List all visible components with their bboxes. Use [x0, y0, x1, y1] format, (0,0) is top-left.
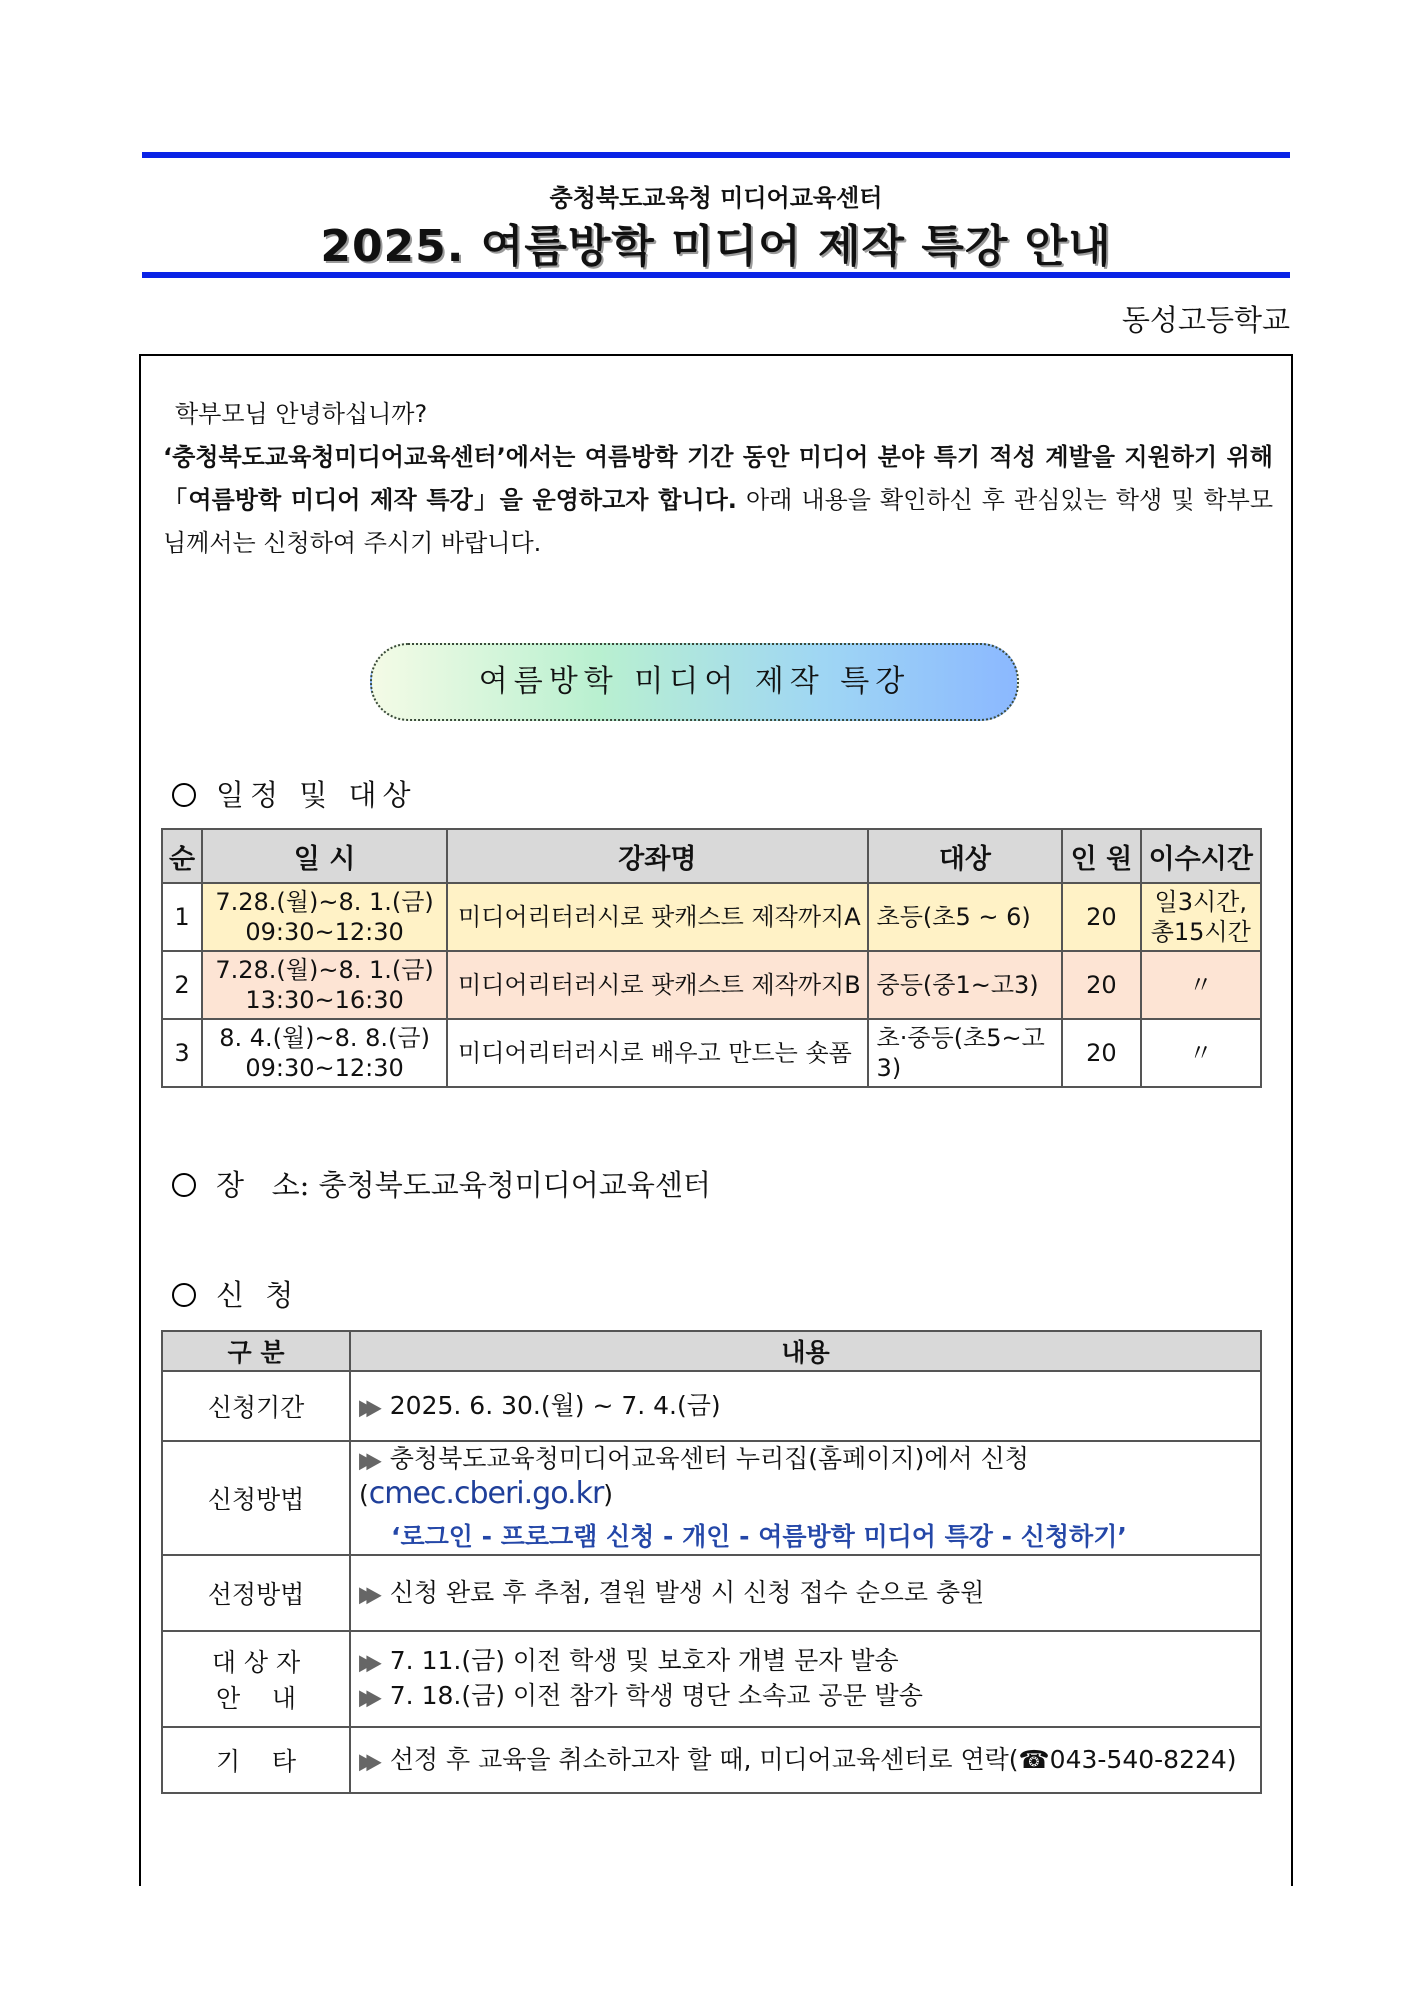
hours-line: 일3시간,	[1154, 888, 1247, 916]
header-num: 순	[162, 829, 202, 883]
header-date: 일 시	[202, 829, 447, 883]
double-arrow-icon: ▶▶	[359, 1393, 374, 1420]
cell-date	[202, 1019, 447, 1087]
date-range: 8. 4.(월)~8. 8.(금)	[219, 1024, 430, 1052]
row-label	[162, 1631, 350, 1727]
row-label: 기 타	[162, 1727, 350, 1793]
double-arrow-icon: ▶▶	[359, 1446, 374, 1474]
cell-course: 미디어리터러시로 배우고 만드는 숏폼	[447, 1019, 868, 1087]
circle-bullet-icon	[172, 1283, 196, 1307]
section-place	[172, 1163, 711, 1204]
time-range: 09:30~12:30	[245, 1054, 404, 1082]
school-name: 동성고등학교	[1121, 303, 1290, 337]
table-row	[162, 1019, 1261, 1087]
table-row	[162, 1371, 1261, 1441]
header-target: 대상	[868, 829, 1063, 883]
label-line: 안 내	[215, 1684, 297, 1713]
intro-paragraph	[163, 436, 1273, 565]
double-arrow-icon: ▶▶	[359, 1747, 374, 1774]
table-header-row	[162, 1331, 1261, 1371]
table-header-row	[162, 829, 1261, 883]
section-schedule-label: 일정 및 대상	[216, 778, 417, 812]
double-arrow-icon: ▶▶	[359, 1580, 374, 1607]
cell-hours: 〃	[1141, 1019, 1261, 1087]
cell-num: 1	[162, 883, 202, 951]
header-hours: 이수시간	[1141, 829, 1261, 883]
schedule-table	[161, 828, 1262, 1088]
header-category: 구 분	[162, 1331, 350, 1371]
value-text: 선정 후 교육을 취소하고자 할 때, 미디어교육센터로 연락(☎043-540-8224)	[389, 1744, 1237, 1774]
table-row	[162, 951, 1261, 1019]
circle-bullet-icon	[172, 1173, 196, 1197]
row-label: 신청방법	[162, 1441, 350, 1555]
cell-hours	[1141, 883, 1261, 951]
intro-text	[163, 393, 1273, 565]
circle-bullet-icon	[172, 783, 196, 807]
cell-hours: 〃	[1141, 951, 1261, 1019]
application-path: ‘로그인 - 프로그램 신청 - 개인 - 여름방학 미디어 특강 - 신청하기’	[391, 1522, 1127, 1551]
date-range: 7.28.(월)~8. 1.(금)	[215, 956, 434, 984]
header-top-rule	[142, 152, 1290, 158]
label-line: 대 상 자	[211, 1648, 301, 1677]
cell-target: 중등(중1~고3)	[868, 951, 1063, 1019]
row-value	[350, 1441, 1261, 1555]
homepage-link[interactable]: cmec.cberi.go.kr	[368, 1476, 604, 1511]
table-row	[162, 883, 1261, 951]
date-range: 7.28.(월)~8. 1.(금)	[215, 888, 434, 916]
value-text: 신청 완료 후 추첨, 결원 발생 시 신청 접수 순으로 충원	[389, 1577, 985, 1607]
cell-course: 미디어리터러시로 팟캐스트 제작까지A	[447, 883, 868, 951]
cell-count: 20	[1062, 883, 1140, 951]
document-subtitle: 충청북도교육청 미디어교육센터	[549, 184, 883, 212]
row-value	[350, 1555, 1261, 1631]
table-row	[162, 1441, 1261, 1555]
table-row	[162, 1727, 1261, 1793]
header-course: 강좌명	[447, 829, 868, 883]
double-arrow-icon: ▶▶	[359, 1648, 374, 1676]
double-arrow-icon: ▶▶	[359, 1683, 374, 1711]
row-value	[350, 1727, 1261, 1793]
row-label: 선정방법	[162, 1555, 350, 1631]
value-text: 7. 18.(금) 이전 참가 학생 명단 소속교 공문 발송	[389, 1681, 923, 1710]
row-value	[350, 1631, 1261, 1727]
cell-date	[202, 951, 447, 1019]
cell-target: 초·중등(초5~고3)	[868, 1019, 1063, 1087]
time-range: 13:30~16:30	[245, 986, 404, 1014]
document-title: 2025. 여름방학 미디어 제작 특강 안내	[320, 221, 1112, 272]
row-label: 신청기간	[162, 1371, 350, 1441]
value-text: 충청북도교육청미디어교육센터 누리집(홈페이지)에서 신청(	[359, 1444, 1029, 1509]
cell-count: 20	[1062, 951, 1140, 1019]
intro-rest: 아래 내용을 확인하신 후 관심있는 학생 및 학부모님께서는 신청하여 주시기 바랍니다.	[163, 486, 1273, 557]
apply-table	[161, 1330, 1262, 1794]
value-text: )	[603, 1480, 614, 1509]
hours-line: 총15시간	[1150, 918, 1251, 946]
cell-course: 미디어리터러시로 팟캐스트 제작까지B	[447, 951, 868, 1019]
program-banner: 여름방학 미디어 제작 특강	[370, 643, 1019, 721]
greeting: 학부모님 안녕하십니까?	[175, 400, 428, 428]
section-apply	[172, 1273, 299, 1314]
section-schedule	[172, 773, 417, 814]
value-text: 7. 11.(금) 이전 학생 및 보호자 개별 문자 발송	[389, 1646, 899, 1675]
intro-bold: ‘충청북도교육청미디어교육센터’에서는 여름방학 기간 동안 미디어 분야 특기 적성 계발을 지원하기 위해 「여름방학 미디어 제작 특강」을 운영하고자 합니다.	[163, 443, 1273, 514]
cell-target: 초등(초5 ~ 6)	[868, 883, 1063, 951]
section-place-label: 장 소: 충청북도교육청미디어교육센터	[216, 1168, 711, 1202]
header-bottom-rule	[142, 272, 1290, 278]
value-text: 2025. 6. 30.(월) ~ 7. 4.(금)	[389, 1390, 721, 1420]
cell-num: 2	[162, 951, 202, 1019]
table-row	[162, 1555, 1261, 1631]
row-value	[350, 1371, 1261, 1441]
header-count: 인 원	[1062, 829, 1140, 883]
cell-num: 3	[162, 1019, 202, 1087]
section-apply-label: 신 청	[216, 1278, 300, 1312]
header-content: 내용	[350, 1331, 1261, 1371]
time-range: 09:30~12:30	[245, 918, 404, 946]
cell-date	[202, 883, 447, 951]
table-row	[162, 1631, 1261, 1727]
cell-count: 20	[1062, 1019, 1140, 1087]
